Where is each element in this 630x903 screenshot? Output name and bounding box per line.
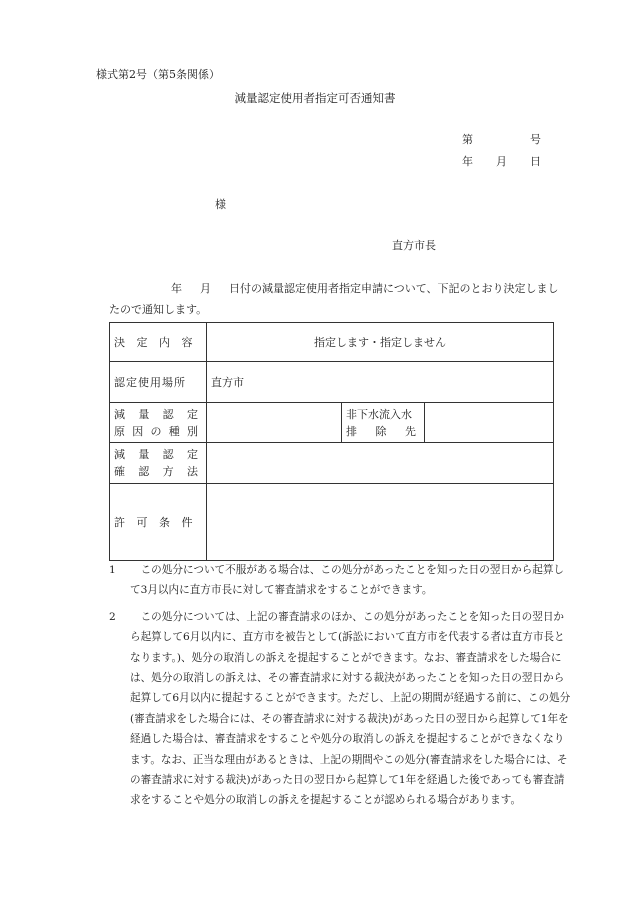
decision-value: 指定します・指定しません [207, 323, 554, 362]
addressee-honorific: 様 [215, 198, 226, 211]
note-number: 1 [109, 564, 116, 576]
note-item [109, 560, 571, 601]
notes-section [109, 560, 571, 817]
date-day-label: 日 [530, 155, 541, 168]
date-month-label: 月 [496, 155, 507, 168]
form-number: 様式第2号（第5条関係） [96, 68, 220, 81]
table-row-conditions [110, 484, 554, 561]
sewer-label-line1: 非下水流入水 [346, 407, 412, 421]
reason-label [110, 403, 207, 443]
reason-label-line2: 原 因 の 種 別 [114, 424, 198, 438]
reason-value [207, 403, 342, 443]
table-row-method [110, 443, 554, 484]
method-label-line2: 確 認 方 法 [114, 465, 198, 478]
number-suffix: 号 [530, 133, 541, 146]
date-year-label: 年 [462, 155, 473, 168]
intro-month: 月 [200, 282, 211, 295]
table-row-reason [110, 403, 554, 443]
sewer-label-line2: 排 除 先 [346, 424, 416, 438]
sewer-value [425, 403, 554, 443]
sewer-label [342, 403, 425, 443]
note-text: この処分については、上記の審査請求のほか、この処分があったことを知った日の翌日から起算して6月以内に、直方市を被告として(訴訟において直方市を代表する者は直方市長となります。)、処分の取消しの訴えを提起することができます。なお、審査請求をした場合には、処分の取消しの訴えは、その審査請求に対する裁決があったことを知った日の翌日から起算して6月以内に提起することができます。ただし、上記の期間が経過する前に、この処分(審査請求をした場合には、その審査請求に対する裁決)があった日の翌日から起算して1年を経過した場合は、審査請求をすることや処分の取消しの訴えを提起することができなくなります。なお、正当な理由があるときは、上記の期間やこの処分(審査請求をした場合には、その審査請求に対する裁決)があった日の翌日から起算して1年を経過した後であっても審査請求をすることや処分の取消しの訴えを提起することが認められる場合があります。 [130, 610, 571, 807]
intro-text: 日付の減量認定使用者指定申請について、下記のとおり決定しましたので通知します。 [109, 282, 559, 316]
method-label [110, 443, 207, 484]
table-row-place [110, 362, 554, 403]
method-value [207, 443, 554, 484]
decision-label: 決 定 内 容 [110, 323, 207, 362]
table-row-decision [110, 323, 554, 362]
place-value: 直方市 [207, 362, 554, 403]
note-number: 2 [109, 610, 116, 623]
intro-paragraph [109, 278, 569, 320]
note-text: この処分について不服がある場合は、この処分があったことを知った日の翌日から起算して3月以内に直方市長に対して審査請求をすることができます。 [130, 564, 565, 597]
method-label-line1: 減 量 認 定 [114, 448, 198, 461]
intro-year: 年 [171, 282, 182, 295]
note-item [109, 607, 571, 811]
number-prefix: 第 [462, 133, 473, 146]
place-label: 認定使用場所 [110, 362, 207, 403]
reason-label-line1: 減 量 認 定 [114, 407, 198, 421]
issuer-name: 直方市長 [392, 239, 436, 252]
decision-table [109, 322, 554, 561]
conditions-label: 許 可 条 件 [110, 484, 207, 561]
document-title: 減量認定使用者指定可否通知書 [234, 91, 396, 105]
conditions-value [207, 484, 554, 561]
